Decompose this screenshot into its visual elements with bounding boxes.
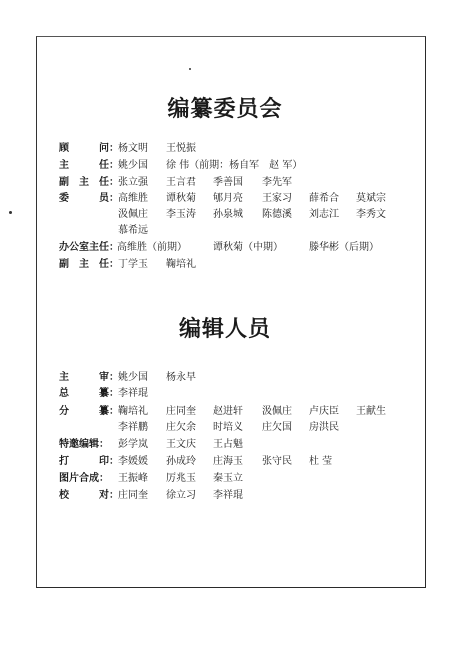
person-name: 刘志江: [309, 209, 339, 220]
person-name: 庄欠余: [166, 422, 196, 433]
label-colon: ：: [109, 193, 119, 204]
person-name: 王家习: [262, 193, 292, 204]
role-label: 顾 问: [59, 143, 109, 154]
person-name: 李玉涛: [166, 209, 196, 220]
person-name: 李媛媛: [118, 456, 148, 467]
roster-row: [59, 471, 420, 487]
person-name: 赵进轩: [213, 406, 243, 417]
person-name: 鞠培礼: [166, 259, 196, 270]
label-colon: ：: [109, 490, 119, 501]
role-label: 校 对: [59, 490, 109, 501]
person-name: 孙泉城: [213, 209, 243, 220]
person-name: 鞠培礼: [118, 406, 148, 417]
label-colon: ：: [109, 406, 119, 417]
label-colon: ：: [109, 143, 119, 154]
role-label: 委 员: [59, 193, 109, 204]
person-name: 季善国: [213, 177, 243, 188]
person-name: 谭秋菊（中期）: [213, 242, 283, 253]
person-name: 姚少国: [118, 160, 148, 171]
person-name: 庄欠国: [262, 422, 292, 433]
person-name: 李祥鹏: [118, 422, 148, 433]
person-name: 李祥琨: [213, 490, 243, 501]
roster-row: [59, 141, 420, 157]
editors-title: 编辑人员: [178, 316, 271, 342]
person-name: 李秀文: [356, 209, 386, 220]
scan-speck: [9, 211, 12, 214]
roster-row: [59, 370, 420, 386]
person-name: 慕希远: [118, 225, 148, 236]
label-colon: ：: [109, 242, 119, 253]
person-name: 庄海玉: [213, 456, 243, 467]
person-name: 王文庆: [166, 439, 196, 450]
label-colon: ：: [109, 160, 119, 171]
roster-row: [59, 175, 420, 191]
person-name: 王献生: [356, 406, 386, 417]
person-name: 丁学玉: [118, 259, 148, 270]
person-name: 卢庆臣: [309, 406, 339, 417]
person-name: 郇月亮: [213, 193, 243, 204]
role-label: 分 纂: [59, 406, 109, 417]
roster-row: [59, 257, 420, 273]
roster-row: [59, 488, 420, 504]
role-label: 总 纂: [59, 388, 109, 399]
role-label: 副 主 任: [59, 177, 109, 188]
person-name: 滕华彬（后期）: [309, 242, 379, 253]
label-colon: ：: [99, 473, 109, 484]
person-name: 杨文明: [118, 143, 148, 154]
roster-row: [59, 207, 420, 223]
person-name: 张立强: [118, 177, 148, 188]
roster-row: [59, 437, 420, 453]
person-name: 姚少国: [118, 372, 148, 383]
person-name: 王悦振: [166, 143, 196, 154]
label-colon: ：: [109, 456, 119, 467]
person-name: 莫斌宗: [356, 193, 386, 204]
roster-row: [59, 223, 420, 239]
roster-row: [59, 454, 420, 470]
role-label: 办公室主任: [59, 242, 109, 253]
person-name: 张守民: [262, 456, 292, 467]
label-colon: ：: [109, 259, 119, 270]
role-label: 打 印: [59, 456, 109, 467]
person-name: 汲佩庄: [262, 406, 292, 417]
person-name: 时培义: [213, 422, 243, 433]
person-name: 秦玉立: [213, 473, 243, 484]
person-name: 高维胜: [118, 193, 148, 204]
role-label: 主 任: [59, 160, 109, 171]
person-name: 谭秋菊: [166, 193, 196, 204]
person-name: 厉兆玉: [166, 473, 196, 484]
label-colon: ：: [99, 439, 109, 450]
person-name: 薛希合: [309, 193, 339, 204]
person-name: 汲佩庄: [118, 209, 148, 220]
person-name: 王言君: [166, 177, 196, 188]
person-name: 陈德溪: [262, 209, 292, 220]
roster-row: [59, 386, 420, 402]
person-name: 杜 莹: [309, 456, 333, 467]
person-name: 王占魁: [213, 439, 243, 450]
label-colon: ：: [109, 177, 119, 188]
person-name: 高维胜（前期）: [117, 242, 187, 253]
committee-title: 编纂委员会: [167, 96, 283, 122]
label-colon: ：: [109, 372, 119, 383]
person-name: 徐 伟（前期：杨自军 赵 军）: [166, 160, 303, 171]
roster-row: [59, 420, 420, 436]
scan-speck: [189, 68, 191, 70]
person-name: 徐立习: [166, 490, 196, 501]
person-name: 杨永早: [166, 372, 196, 383]
person-name: 李祥琨: [118, 388, 148, 399]
roster-row: [59, 191, 420, 207]
person-name: 李先军: [262, 177, 292, 188]
label-colon: ：: [109, 388, 119, 399]
roster-row: [59, 404, 420, 420]
person-name: 彭学岚: [118, 439, 148, 450]
role-label: 特邀编辑: [59, 439, 99, 450]
roster-row: [59, 240, 420, 256]
person-name: 庄同奎: [118, 490, 148, 501]
person-name: 孙成玲: [166, 456, 196, 467]
person-name: 王振峰: [118, 473, 148, 484]
role-label: 图片合成: [59, 473, 99, 484]
person-name: 房洪民: [309, 422, 339, 433]
person-name: 庄同奎: [166, 406, 196, 417]
roster-row: [59, 158, 420, 174]
role-label: 副 主 任: [59, 259, 109, 270]
role-label: 主 审: [59, 372, 109, 383]
